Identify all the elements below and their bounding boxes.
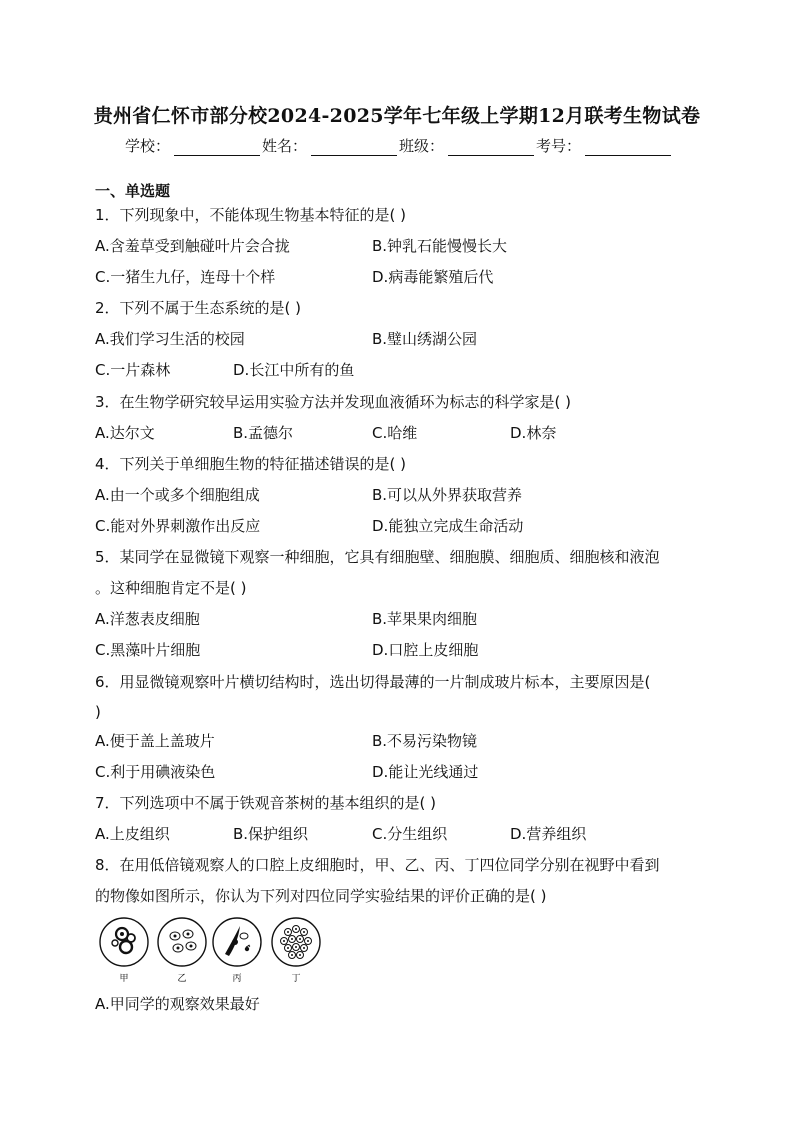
view-bing (213, 918, 261, 966)
q3-option-c: C.哈维 (372, 424, 418, 442)
q4-option-c: C.能对外界刺激作出反应 (95, 517, 261, 535)
q5-option-b: B.苹果果肉细胞 (372, 610, 478, 628)
class-label: 班级： (399, 137, 445, 155)
q3-option-d: D.林奈 (510, 424, 557, 442)
figure-label-yi: 乙 (177, 974, 187, 984)
question-2-stem: 2．下列不属于生态系统的是( ) (95, 299, 302, 317)
class-blank[interactable] (448, 139, 534, 156)
question-5-stem-line-2: 。这种细胞肯定不是( ) (95, 579, 247, 597)
question-4-stem: 4．下列关于单细胞生物的特征描述错误的是( ) (95, 455, 407, 473)
question-3-stem: 3．在生物学研究较早运用实验方法并发现血液循环为标志的科学家是( ) (95, 393, 572, 411)
q3-option-b: B.孟德尔 (233, 424, 294, 442)
q7-option-b: B.保护组织 (233, 825, 309, 843)
question-6-stem-line-1: 6．用显微镜观察叶片横切结构时，选出切得最薄的一片制成玻片标本，主要原因是( (95, 673, 651, 691)
q6-option-a: A.便于盖上盖玻片 (95, 732, 215, 750)
q2-option-d: D.长江中所有的鱼 (233, 361, 355, 379)
q8-option-a: A.甲同学的观察效果最好 (95, 995, 260, 1013)
microscope-views-figure (98, 916, 328, 986)
q7-option-d: D.营养组织 (510, 825, 587, 843)
view-yi (158, 918, 206, 966)
q4-option-a: A.由一个或多个细胞组成 (95, 486, 260, 504)
question-1-stem: 1．下列现象中，不能体现生物基本特征的是( ) (95, 206, 407, 224)
question-8-stem-line-2: 的物像如图所示，你认为下列对四位同学实验结果的评价正确的是( ) (95, 887, 547, 905)
q6-option-c: C.利于用碘液染色 (95, 763, 216, 781)
q7-option-a: A.上皮组织 (95, 825, 170, 843)
number-blank[interactable] (585, 139, 671, 156)
school-label: 学校： (125, 137, 171, 155)
figure-label-bing: 丙 (232, 974, 242, 984)
q5-option-c: C.黑藻叶片细胞 (95, 641, 201, 659)
figure-label-jia: 甲 (119, 974, 129, 984)
name-blank[interactable] (311, 139, 397, 156)
q4-option-d: D.能独立完成生命活动 (372, 517, 524, 535)
q6-option-b: B.不易污染物镜 (372, 732, 478, 750)
number-label: 考号： (536, 137, 582, 155)
q7-option-c: C.分生组织 (372, 825, 448, 843)
school-blank[interactable] (174, 139, 260, 156)
question-5-stem-line-1: 5．某同学在显微镜下观察一种细胞，它具有细胞壁、细胞膜、细胞质、细胞核和液泡 (95, 548, 660, 566)
q1-option-c: C.一猪生九仔，连母十个样 (95, 268, 276, 286)
name-label: 姓名： (262, 137, 308, 155)
q2-option-b: B.璧山绣湖公园 (372, 330, 478, 348)
q5-option-a: A.洋葱表皮细胞 (95, 610, 200, 628)
section-heading: 一、单选题 (95, 182, 171, 200)
q1-option-a: A.含羞草受到触碰叶片会合拢 (95, 237, 290, 255)
student-info-row (125, 135, 673, 156)
figure-label-ding: 丁 (291, 974, 301, 984)
q4-option-b: B.可以从外界获取营养 (372, 486, 523, 504)
q2-option-a: A.我们学习生活的校园 (95, 330, 245, 348)
q5-option-d: D.口腔上皮细胞 (372, 641, 479, 659)
q2-option-c: C.一片森林 (95, 361, 171, 379)
question-7-stem: 7．下列选项中不属于铁观音茶树的基本组织的是( ) (95, 794, 437, 812)
view-jia (100, 918, 148, 966)
q6-option-d: D.能让光线通过 (372, 763, 479, 781)
q1-option-d: D.病毒能繁殖后代 (372, 268, 494, 286)
q3-option-a: A.达尔文 (95, 424, 155, 442)
view-ding (272, 918, 320, 966)
exam-title: 贵州省仁怀市部分校2024-2025学年七年级上学期12月联考生物试卷 (93, 105, 701, 127)
q1-option-b: B.钟乳石能慢慢长大 (372, 237, 508, 255)
question-8-stem-line-1: 8．在用低倍镜观察人的口腔上皮细胞时，甲、乙、丙、丁四位同学分别在视野中看到 (95, 856, 660, 874)
question-6-stem-line-2: ) (95, 703, 101, 721)
